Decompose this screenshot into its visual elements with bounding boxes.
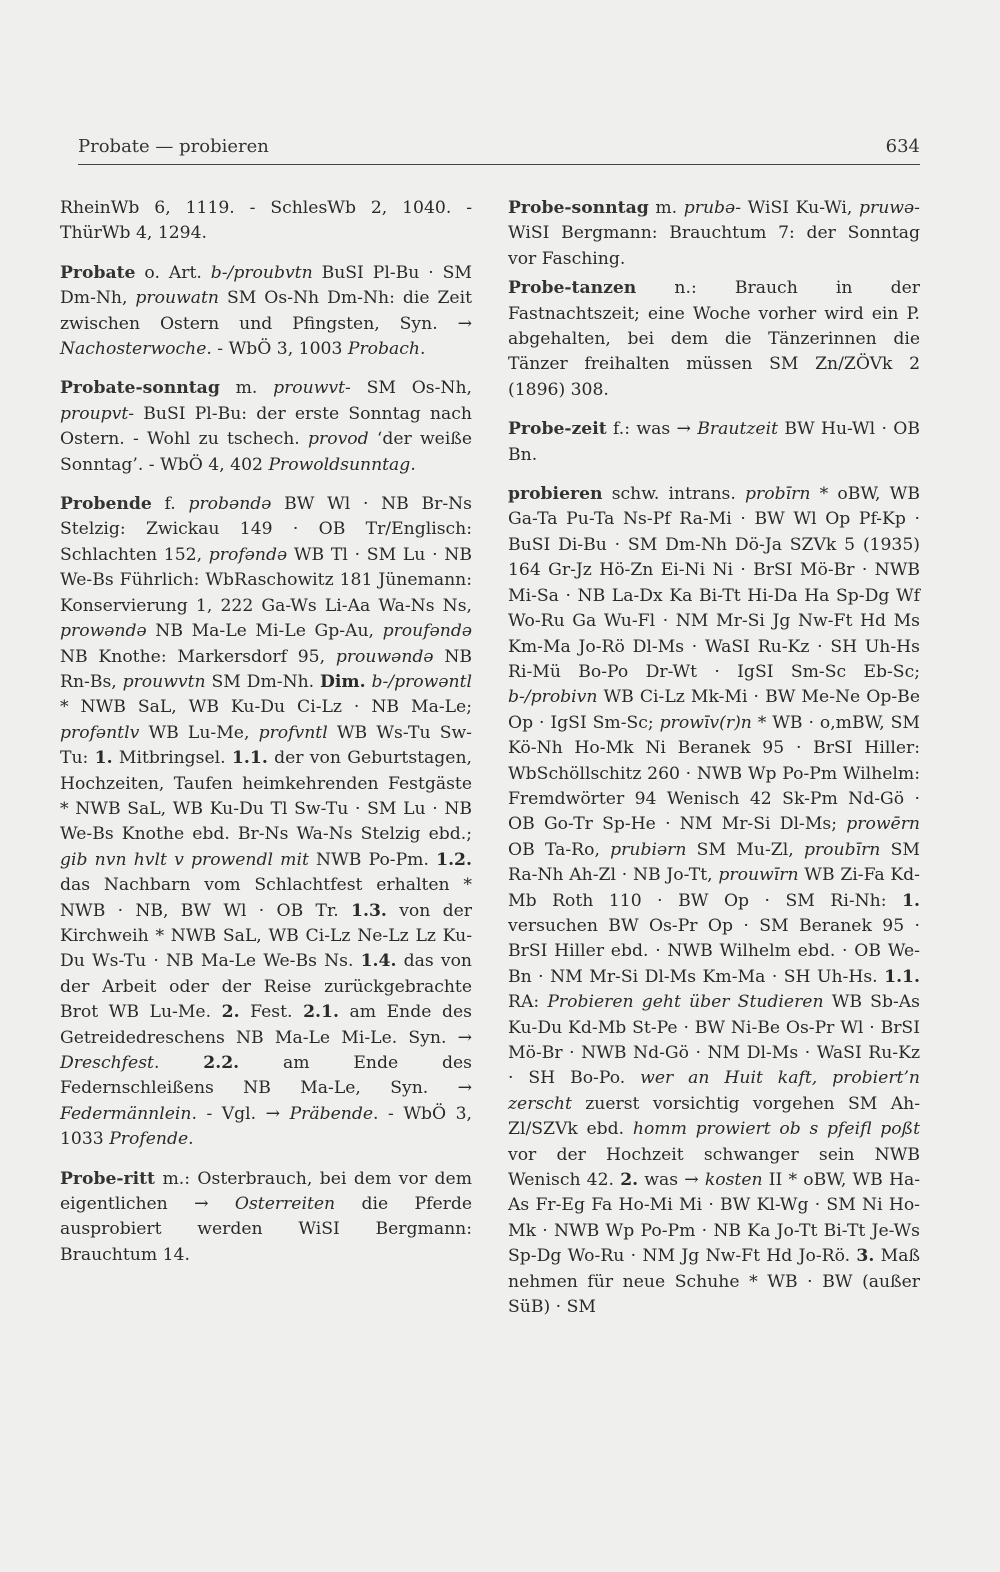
page-number: 634: [885, 136, 920, 157]
header-rule: [78, 164, 920, 165]
left-column: [60, 196, 472, 1282]
right-entry: Probe-zeit f.: was → Brautzeit BW Hu-Wl · OB Bn.: [508, 419, 920, 465]
right-entry: probieren schw. intrans. probīrn * oBW, WB Ga-Ta Pu-Ta Ns-Pf Ra-Mi · BW Wl Op Pf-Kp · BuSI Di-Bu · SM Dm-Nh Dö-Ja SZVk 5 (1935) 164 Gr-Jz Hö-Zn Ei-Ni Ni · BrSI Mö-Br · NWB Mi-Sa · NB La-Dx Ka Bi-Tt Hi-Da Ha Sp-Dg Wf Wo-Ru Ga Wu-Fl · NM Mr-Si Jg Nw-Ft Hd Ms Km-Ma Jo-Rö Dl-Ms · WaSI Ru-Kz · SH Uh-Hs Ri-Mü Bo-Po Dr-Wt · IgSI Sm-Sc Eb-Sc; b-/probivn WB Ci-Lz Mk-Mi · BW Me-Ne Op-Be Op · IgSI Sm-Sc; prowīv(r)n * WB · o,mBW, SM Kö-Nh Ho-Mk Ni Beranek 95 · BrSI Hiller: WbSchöllschitz 260 · NWB Wp Po-Pm Wilhelm: Fremdwörter 94 Wenisch 42 Sk-Pm Nd-Gö · OB Go-Tr Sp-He · NM Mr-Si Dl-Ms; prowērn OB Ta-Ro, prubiərn SM Mu-Zl, proubīrn SM Ra-Nh Ah-Zl · NB Jo-Tt, prouwīrn WB Zi-Fa Kd-Mb Roth 110 · BW Op · SM Ri-Nh: 1. versuchen BW Os-Pr Op · SM Beranek 95 · BrSI Hiller ebd. · NWB Wilhelm ebd. · OB We-Bn · NM Mr-Si Dl-Ms Km-Ma · SH Uh-Hs. 1.1. RA: Probieren geht über Studieren WB Sb-As Ku-Du Kd-Mb St-Pe · BW Ni-Be Os-Pr Wl · BrSI Mö-Br · NWB Nd-Gö · NM Dl-Ms · WaSI Ru-Kz · SH Bo-Po. wer an Huit kaft, probiert’n zerscht zuerst vorsichtig vorgehen SM Ah-Zl/SZVk ebd. homm prowiert ob s pfeifl poßt vor der Hochzeit schwanger sein NWB Wenisch 42. 2. was → kosten II * oBW, WB Ha-As Fr-Eg Fa Ho-Mi Mi · BW Kl-Wg · SM Ni Ho-Mk · NWB Wp Po-Pm · NB Ka Jo-Tt Bi-Tt Je-Ws Sp-Dg Wo-Ru · NM Jg Nw-Ft Hd Jo-Rö. 3. Maß nehmen für neue Schuhe * WB · BW (außer SüB) · SM: [508, 484, 921, 1318]
left-entry: Probe-ritt m.: Osterbrauch, bei dem vor dem eigentlichen → Osterreiten die Pferde ausprobiert werden WiSI Bergmann: Brauchtum 14.: [60, 1168, 472, 1265]
right-entry: Probe-sonntag m. prubə- WiSI Ku-Wi, pruwə- WiSI Bergmann: Brauchtum 7: der Sonntag vor Fasching.: [508, 198, 920, 269]
left-entry: Probende f. probəndə BW Wl · NB Br-Ns Stelzig: Zwickau 149 · OB Tr/Englisch: Schlachten 152, profəndə WB Tl · SM Lu · NB We-Bs Führlich: WbRaschowitz 181 Jünemann: Konservierung 1, 222 Ga-Ws Li-Aa Wa-Ns Ns, prowəndə NB Ma-Le Mi-Le Gp-Au, proufəndə NB Knothe: Markersdorf 95, prouwəndə NB Rn-Bs, prouwvtn SM Dm-Nh. Dim. b-/prowəntl * NWB SaL, WB Ku-Du Ci-Lz · NB Ma-Le; profəntlv WB Lu-Me, profvntl WB Ws-Tu Sw-Tu: 1. Mitbringsel. 1.1. der von Geburtstagen, Hochzeiten, Taufen heimkehrenden Festgäste * NWB SaL, WB Ku-Du Tl Sw-Tu · SM Lu · NB We-Bs Knothe ebd. Br-Ns Wa-Ns Stelzig ebd.; gib nvn hvlt v prowendl mit NWB Po-Pm. 1.2. das Nachbarn vom Schlachtfest erhalten * NWB · NB, BW Wl · OB Tr. 1.3. von der Kirchweih * NWB SaL, WB Ci-Lz Ne-Lz Lz Ku-Du Ws-Tu · NB Ma-Le We-Bs Ns. 1.4. das von der Arbeit oder der Reise zurückgebrachte Brot WB Lu-Me. 2. Fest. 2.1. am Ende des Getreidedreschens NB Ma-Le Mi-Le. Syn. → Dreschfest. 2.2. am Ende des Federnschleißens NB Ma-Le, Syn. → Federmännlein. - Vgl. → Präbende. - WbÖ 3, 1033 Profende.: [60, 494, 473, 1150]
right-entry: Probe-tanzen n.: Brauch in der Fastnachtszeit; eine Woche vorher wird ein P. abgehalten, bei dem die Tänzerinnen die Tänzer freihalten müssen SM Zn/ZÖVk 2 (1896) 308.: [508, 278, 920, 400]
left-entry: Probate o. Art. b-/proubvtn BuSI Pl-Bu · SM Dm-Nh, prouwatn SM Os-Nh Dm-Nh: die Zeit zwischen Ostern und Pfingsten, Syn. → Nachosterwoche. - WbÖ 3, 1003 Probach.: [60, 262, 472, 360]
left-entry: RheinWb 6, 1119. - SchlesWb 2, 1040. - ThürWb 4, 1294.: [60, 198, 472, 244]
left-entry: Probate-sonntag m. prouwvt- SM Os-Nh, proupvt- BuSI Pl-Bu: der erste Sonntag nach Ostern. - Wohl zu tschech. provod ‘der weiße Sonntag’. - WbÖ 4, 402 Prowoldsunntag.: [60, 378, 472, 475]
page-title: Probate — probieren: [78, 136, 269, 157]
right-column: [508, 196, 920, 1334]
